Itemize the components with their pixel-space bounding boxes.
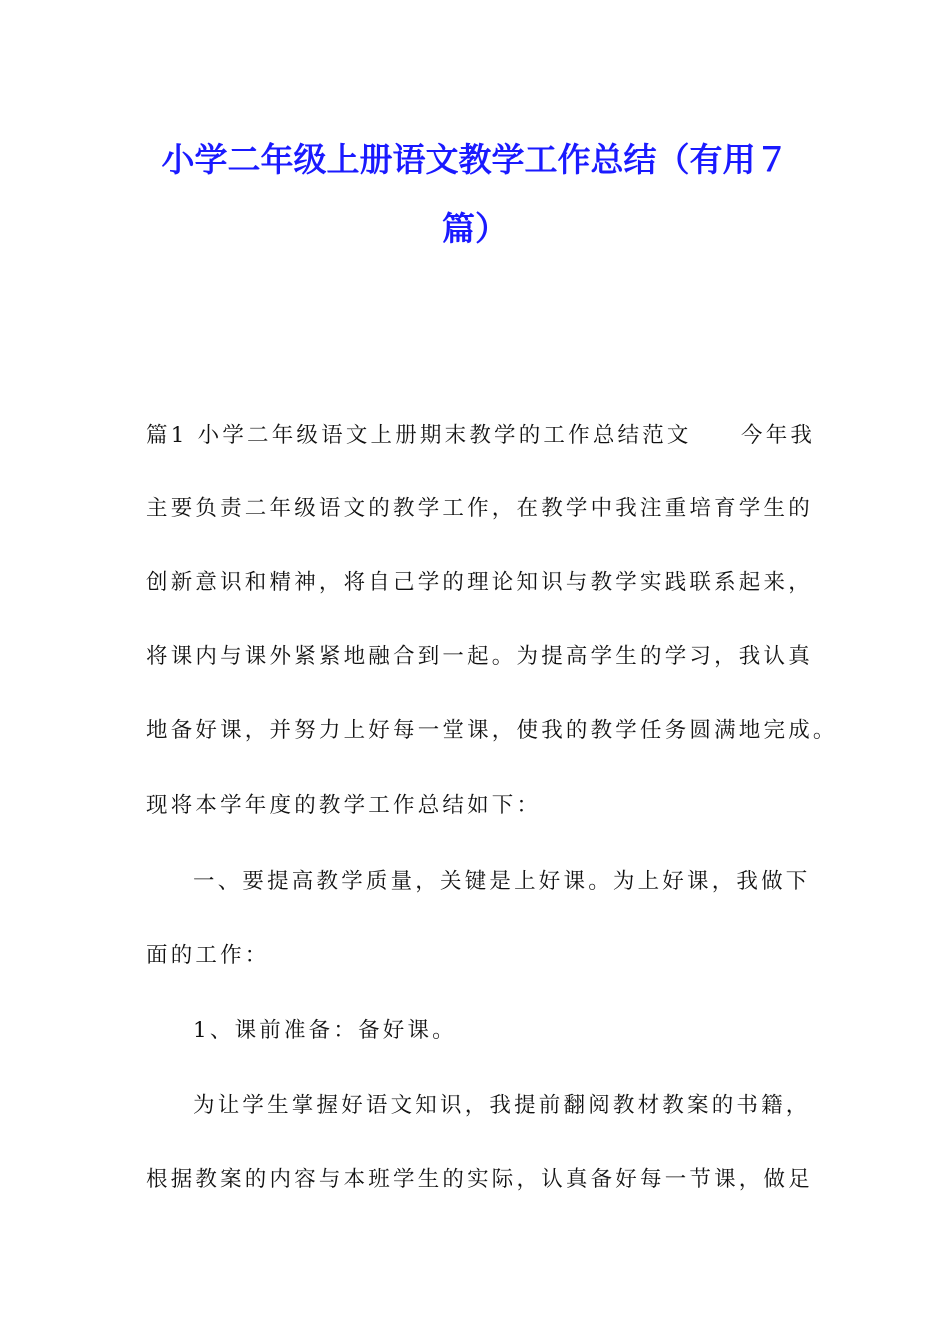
paragraph-line: 根据教案的内容与本班学生的实际，认真备好每一节课，做足: [146, 1167, 813, 1192]
paragraph-line: 1、课前准备：备好课。: [193, 1018, 457, 1043]
paragraph-line: 为让学生掌握好语文知识，我提前翻阅教材教案的书籍，: [193, 1093, 811, 1118]
paragraph-line: 地备好课，并努力上好每一堂课，使我的教学任务圆满地完成。: [146, 718, 838, 743]
document-title-line-2: 篇）: [442, 209, 508, 248]
paragraph-line: 面的工作：: [146, 943, 270, 968]
paragraph-line: 将课内与课外紧紧地融合到一起。为提高学生的学习，我认真: [146, 644, 813, 669]
paragraph-line: 篇1 小学二年级语文上册期末教学的工作总结范文 今年我: [146, 423, 816, 448]
paragraph-line: 一、要提高教学质量，关键是上好课。为上好课，我做下: [193, 869, 811, 894]
paragraph-line: 现将本学年度的教学工作总结如下：: [146, 793, 542, 818]
paragraph-line: 创新意识和精神，将自己学的理论知识与教学实践联系起来，: [146, 570, 813, 595]
paragraph-line: 主要负责二年级语文的教学工作，在教学中我注重培育学生的: [146, 496, 813, 521]
document-title-line-1: 小学二年级上册语文教学工作总结（有用７: [161, 140, 789, 179]
